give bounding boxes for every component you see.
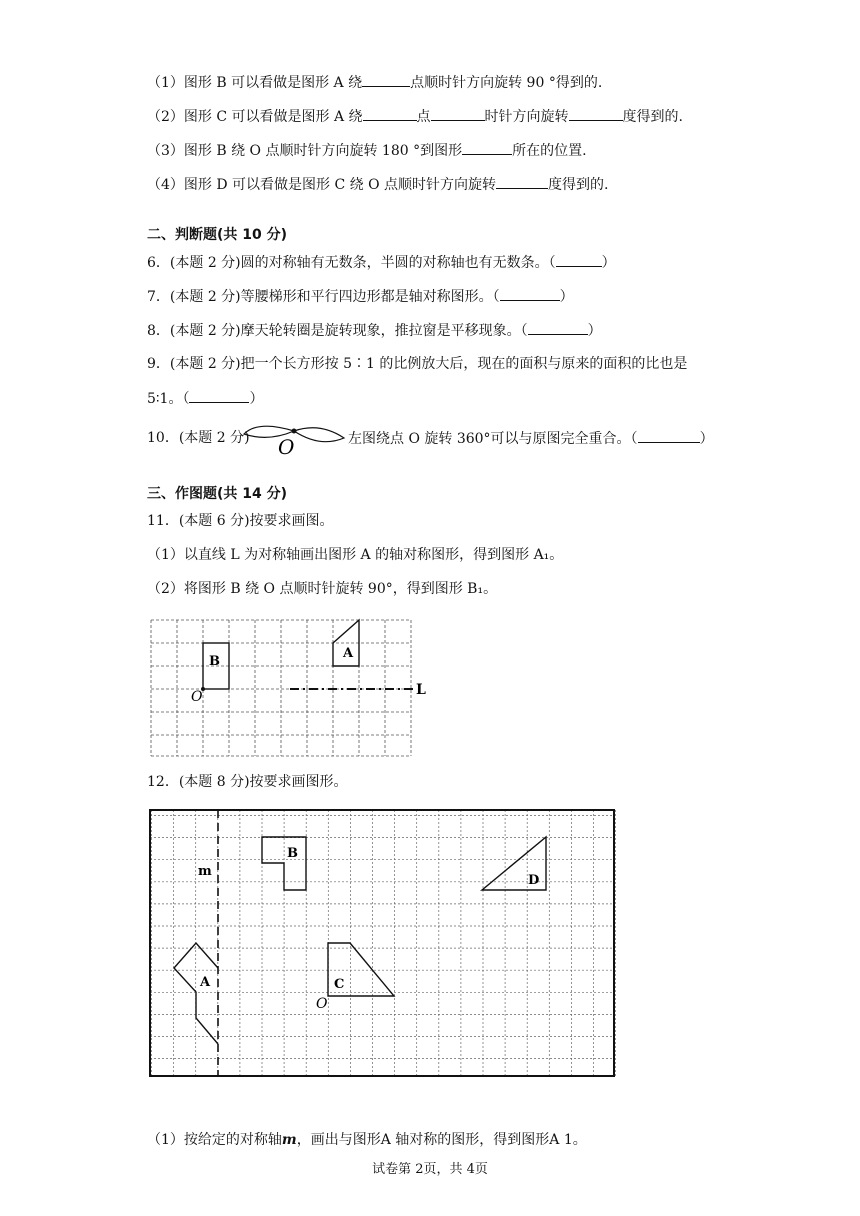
question-5-1 (147, 72, 602, 93)
question-text: 点顺时针方向旋转 90 °得到的. (410, 75, 603, 91)
answer-blank[interactable] (362, 72, 410, 87)
question-text: 所在的位置. (512, 143, 587, 159)
figure-curve-right (294, 428, 344, 442)
label-c: C (334, 977, 345, 992)
question-text: （4）图形 D 可以看做是图形 C 绕 O 点顺时针方向旋转 (147, 177, 497, 193)
question-5-2 (147, 106, 683, 127)
question-10-text (348, 428, 714, 449)
label-o: O (316, 996, 328, 1012)
label-a: A (200, 975, 211, 990)
answer-blank[interactable] (528, 320, 588, 335)
question-text: 5∶1。（ (147, 391, 190, 407)
answer-blank[interactable] (496, 174, 548, 189)
rotation-figure (238, 418, 350, 458)
page-footer: 试卷第 2页，共 4页 (372, 1162, 488, 1177)
label-l: L (416, 682, 426, 698)
question-11-title: 11．(本题 6 分)按要求画图。 (147, 513, 334, 529)
q11-grid-figure (148, 617, 438, 759)
answer-blank[interactable] (363, 106, 417, 121)
question-text: ） (559, 289, 574, 305)
question-text: （1）图形 B 可以看做是图形 A 绕 (147, 75, 363, 91)
question-text: 左图绕点 O 旋转 360°可以与原图完全重合。（ (348, 431, 638, 447)
question-5-4 (147, 174, 608, 195)
label-b: B (209, 654, 220, 669)
question-11-sub1: （1）以直线 L 为对称轴画出图形 A 的轴对称图形，得到图形 A₁。 (147, 547, 564, 563)
question-12-sub1 (147, 1130, 587, 1150)
answer-blank[interactable] (462, 140, 512, 155)
question-text: 7．(本题 2 分)等腰梯形和平行四边形都是轴对称图形。（ (147, 289, 500, 305)
question-text: （1）按给定的对称轴 (147, 1132, 282, 1148)
question-text: 10．(本题 2 分) (147, 430, 250, 446)
section-2-heading: 二、判断题(共 10 分) (147, 227, 288, 243)
question-text: ） (601, 255, 616, 271)
question-text: 度得到的. (548, 177, 609, 193)
question-11-sub2: （2）将图形 B 绕 O 点顺时针旋转 90°，得到图形 B₁。 (147, 581, 498, 597)
label-m: m (198, 864, 212, 879)
q12-grid-border (150, 810, 614, 1076)
question-9-continued (147, 388, 263, 409)
question-8 (147, 320, 602, 341)
answer-blank[interactable] (189, 388, 249, 403)
figure-label-o: O (278, 435, 295, 458)
answer-blank[interactable] (556, 252, 602, 267)
question-text: 度得到的. (622, 109, 683, 125)
answer-blank[interactable] (638, 428, 700, 443)
answer-blank[interactable] (500, 286, 560, 301)
label-o: O (191, 689, 203, 705)
question-text: 6．(本题 2 分)圆的对称轴有无数条，半圆的对称轴也有无数条。（ (147, 255, 556, 271)
question-text: ） (587, 323, 602, 339)
question-9 (147, 354, 687, 374)
axis-symbol: m (281, 1132, 297, 1148)
question-text: 8．(本题 2 分)摩天轮转圈是旋转现象，推拉窗是平移现象。（ (147, 323, 528, 339)
answer-blank[interactable] (431, 106, 485, 121)
question-5-3 (147, 140, 587, 161)
figure-center-point (292, 429, 297, 434)
label-b: B (287, 846, 298, 861)
label-d: D (528, 873, 540, 888)
answer-blank[interactable] (569, 106, 623, 121)
question-text: 9．(本题 2 分)把一个长方形按 5∶1 的比例放大后，现在的面积与原来的面积的比也是 (147, 356, 688, 372)
question-text: ） (699, 431, 714, 447)
question-text: ，画出与图形A 轴对称的图形，得到图形A 1。 (296, 1132, 587, 1148)
q12-grid-figure (148, 808, 618, 1080)
question-text: 点 (416, 109, 431, 125)
question-7 (147, 286, 574, 307)
question-text: （3）图形 B 绕 O 点顺时针方向旋转 180 °到图形 (147, 143, 463, 159)
question-6 (147, 252, 616, 273)
section-3-heading: 三、作图题(共 14 分) (147, 486, 288, 502)
question-text: ） (249, 391, 264, 407)
question-text: 时针方向旋转 (484, 109, 569, 125)
label-a: A (343, 646, 354, 661)
question-12-title: 12．(本题 8 分)按要求画图形。 (147, 774, 348, 790)
question-text: （2）图形 C 可以看做是图形 A 绕 (147, 109, 363, 125)
question-10 (147, 428, 250, 448)
